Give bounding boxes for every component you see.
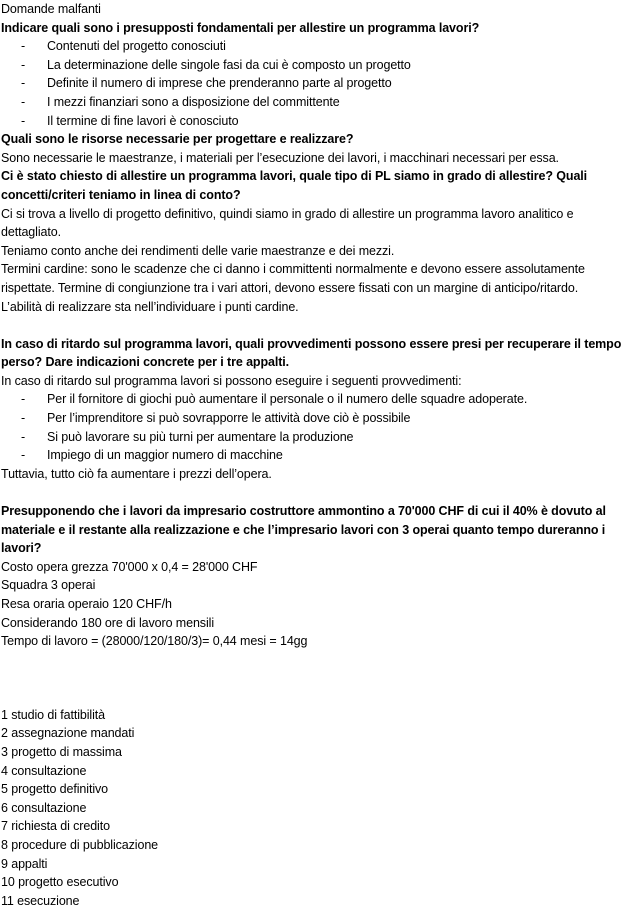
question-3: Ci è stato chiesto di allestire un programma lavori, quale tipo di PL siamo in grado di allestire? Quali concetti/criteri teniamo in linea di conto? [1, 169, 588, 202]
question-5: Presupponendo che i lavori da impresario costruttore ammontino a 70'000 CHF di cui il 40% è dovuto al materiale e il restante alla realizzazione e che l’impresario lavori con 3 operai quanto tempo dureranno i lavori? [1, 504, 606, 556]
phase-item: 9 appalti [1, 856, 48, 871]
answer-5-line: Squadra 3 operai [1, 578, 96, 593]
spacer [1, 651, 627, 706]
list-item: - Contenuti del progetto conosciuti [1, 37, 627, 56]
bullet-dash: - [21, 113, 26, 128]
bullet-dash: - [21, 94, 26, 109]
answer-3-paragraph: Teniamo conto anche dei rendimenti delle varie maestranze e dei mezzi. [1, 243, 395, 258]
phase-item: 11 esecuzione [1, 893, 80, 908]
question-1: Indicare quali sono i presupposti fondamentali per allestire un programma lavori? [1, 20, 480, 35]
answer-3-paragraph: Ci si trova a livello di progetto definitivo, quindi siamo in grado di allestire un programma lavoro analitico e dettagliato. [1, 206, 574, 240]
answer-5-line: Tempo di lavoro = (28000/120/180/3)= 0,44 mesi = 14gg [1, 634, 308, 649]
phase-item: 4 consultazione [1, 763, 87, 778]
list-item: - La determinazione delle singole fasi da cui è composto un progetto [1, 56, 627, 75]
answer-5-line: Resa oraria operaio 120 CHF/h [1, 597, 172, 611]
phase-item: 2 assegnazione mandati [1, 726, 135, 741]
answer-3-paragraph: L’abilità di realizzare sta nell’individuare i punti cardine. [1, 299, 299, 314]
answer-3-paragraph: Termini cardine: sono le scadenze che ci danno i committenti normalmente e devono essere assolutamente rispettate. Termine di congiunzione tra i vari attori, devono essere fissati con un margine di anticipo/ritardo. [1, 262, 585, 295]
list-item: - Definite il numero di imprese che prenderanno parte al progetto [1, 74, 627, 93]
spacer [1, 316, 627, 335]
phase-item: 8 procedure di pubblicazione [1, 837, 159, 852]
bullet-dash: - [21, 57, 26, 72]
phase-item: 5 progetto definitivo [1, 782, 109, 797]
list-item: - Impiego di un maggior numero di macchine [1, 446, 627, 465]
phase-item: 6 consultazione [1, 800, 87, 815]
phase-item: 10 progetto esecutivo [1, 875, 119, 890]
question-1-list [1, 37, 627, 130]
document-title: Domande malfanti [1, 2, 101, 16]
phase-item: 1 studio di fattibilità [1, 707, 106, 722]
bullet-dash: - [21, 392, 26, 407]
list-item: - Il termine di fine lavori è conosciuto [1, 112, 627, 131]
question-2: Quali sono le risorse necessarie per progettare e realizzare? [1, 132, 354, 147]
phase-list [1, 706, 627, 910]
phase-item: 7 richiesta di credito [1, 819, 110, 834]
answer-2: Sono necessarie le maestranze, i materiali per l’esecuzione dei lavori, i macchinari necessari per essa. [1, 150, 559, 165]
answer-5-line: Costo opera grezza 70'000 x 0,4 = 28'000 CHF [1, 559, 258, 574]
answer-4-list [1, 390, 627, 464]
bullet-dash: - [21, 76, 26, 91]
spacer [1, 483, 627, 502]
list-item: - I mezzi finanziari sono a disposizione del committente [1, 93, 627, 112]
answer-4-intro: In caso di ritardo sul programma lavori si possono eseguire i seguenti provvedimenti: [1, 373, 462, 388]
list-item: - Per il fornitore di giochi può aumentare il personale o il numero delle squadre adoperate. [1, 390, 627, 409]
bullet-dash: - [21, 429, 26, 444]
bullet-dash: - [21, 448, 26, 463]
bullet-dash: - [21, 39, 26, 54]
phase-item: 3 progetto di massima [1, 744, 122, 759]
answer-5-line: Considerando 180 ore di lavoro mensili [1, 615, 214, 630]
list-item: - Si può lavorare su più turni per aumentare la produzione [1, 428, 627, 447]
answer-4-outro: Tuttavia, tutto ciò fa aumentare i prezzi dell’opera. [1, 466, 272, 481]
bullet-dash: - [21, 411, 26, 426]
question-4: In caso di ritardo sul programma lavori, quali provvedimenti possono essere presi per recuperare il tempo perso? Dare indicazioni concrete per i tre appalti. [1, 336, 622, 370]
list-item: - Per l’imprenditore si può sovrapporre le attività dove ciò è possibile [1, 409, 627, 428]
